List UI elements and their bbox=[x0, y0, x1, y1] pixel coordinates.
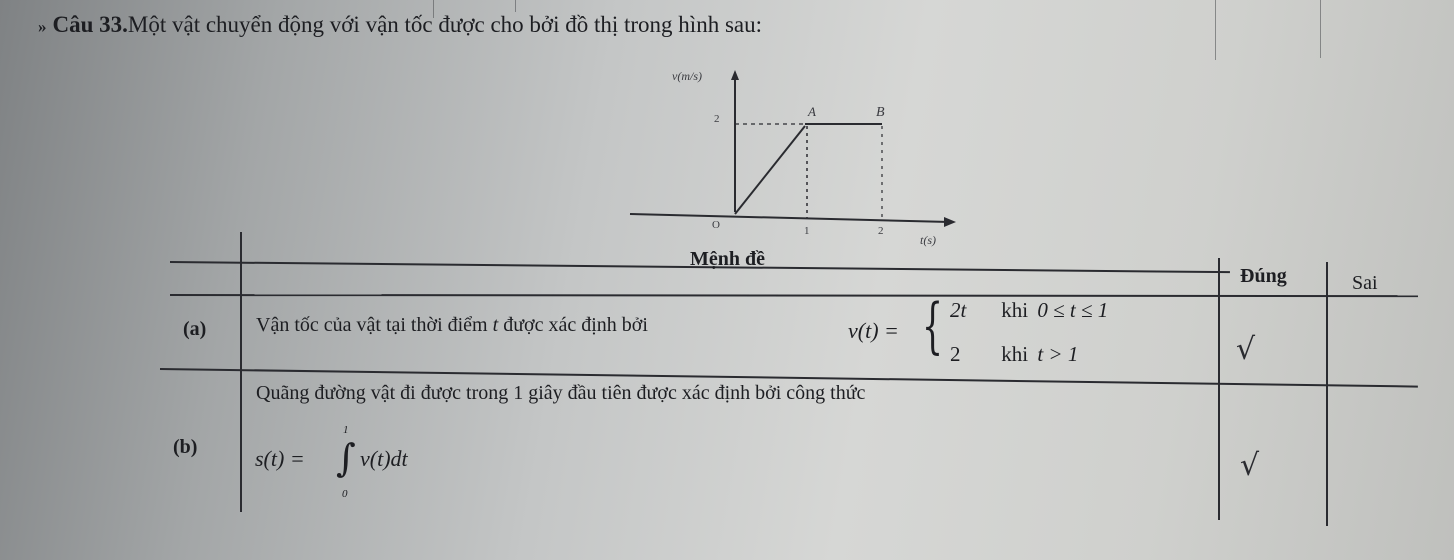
x-axis bbox=[630, 214, 950, 222]
paper-crease bbox=[515, 0, 516, 12]
row-b-integral-upper: 1 bbox=[343, 424, 349, 436]
question-title bbox=[38, 12, 762, 38]
paper-crease bbox=[1215, 0, 1216, 60]
header-true: Đúng bbox=[1240, 265, 1287, 287]
header-statement: Mệnh đề bbox=[690, 248, 765, 270]
table-left-border bbox=[240, 232, 242, 512]
row-a-true-checkmark-icon: √ bbox=[1236, 332, 1256, 367]
bullet-icon: » bbox=[38, 17, 47, 36]
x-tick-1: 1 bbox=[804, 225, 810, 237]
point-b-label: B bbox=[876, 105, 885, 120]
x-tick-2: 2 bbox=[878, 225, 884, 237]
y-axis-label: v(m/s) bbox=[672, 69, 702, 83]
row-a-case1-cond: 0 ≤ t ≤ 1 bbox=[1037, 298, 1109, 322]
velocity-graph bbox=[620, 62, 970, 252]
row-a-text-part1: Vận tốc của vật tại thời điểm bbox=[256, 314, 488, 336]
table-header-divider bbox=[170, 294, 1418, 297]
row-a-brace: { bbox=[922, 291, 944, 361]
row-b-text: Quãng đường vật đi được trong 1 giây đầu tiên được xác định bởi công thức bbox=[256, 382, 866, 404]
row-a-case2-cond: t > 1 bbox=[1037, 342, 1079, 366]
row-a-case1-expr: 2t bbox=[950, 298, 967, 322]
row-a-case1 bbox=[950, 298, 1108, 323]
row-b-integral-lower: 0 bbox=[342, 488, 348, 500]
point-a-label: A bbox=[808, 104, 816, 119]
question-number: Câu 33. bbox=[52, 12, 128, 37]
row-b-true-checkmark-icon: √ bbox=[1240, 448, 1260, 483]
table-true-col-border bbox=[1218, 258, 1220, 520]
table-false-col-border bbox=[1326, 262, 1328, 526]
row-a-case1-cond-word: khi bbox=[1001, 298, 1029, 322]
row-a-text-part2: được xác định bởi bbox=[503, 314, 648, 336]
row-a-case2-cond-word: khi bbox=[1001, 342, 1029, 366]
segment-oa bbox=[735, 126, 805, 214]
row-b-label: (b) bbox=[173, 436, 198, 458]
row-b-integral-sign-icon: ∫ bbox=[336, 436, 356, 480]
row-b-integral-body: v(t)dt bbox=[360, 446, 408, 471]
x-axis-label: t(s) bbox=[920, 233, 936, 247]
row-a-text bbox=[256, 314, 648, 337]
header-false: Sai bbox=[1352, 272, 1378, 294]
origin-label: O bbox=[712, 219, 720, 231]
y-axis-arrow-icon bbox=[731, 70, 739, 80]
row-a-label: (a) bbox=[183, 318, 207, 340]
row-a-case2-expr: 2 bbox=[950, 342, 961, 366]
paper-crease bbox=[1320, 0, 1321, 58]
question-text: Một vật chuyển động với vận tốc được cho bởi đồ thị trong hình sau: bbox=[127, 12, 762, 37]
row-a-case2 bbox=[950, 342, 1078, 367]
row-a-var-t: t bbox=[492, 314, 499, 336]
row-b-formula-lhs: s(t) = bbox=[255, 446, 305, 471]
x-axis-arrow-icon bbox=[944, 217, 956, 227]
row-a-formula-lhs: v(t) = bbox=[848, 318, 899, 343]
y-tick-2: 2 bbox=[714, 113, 720, 125]
